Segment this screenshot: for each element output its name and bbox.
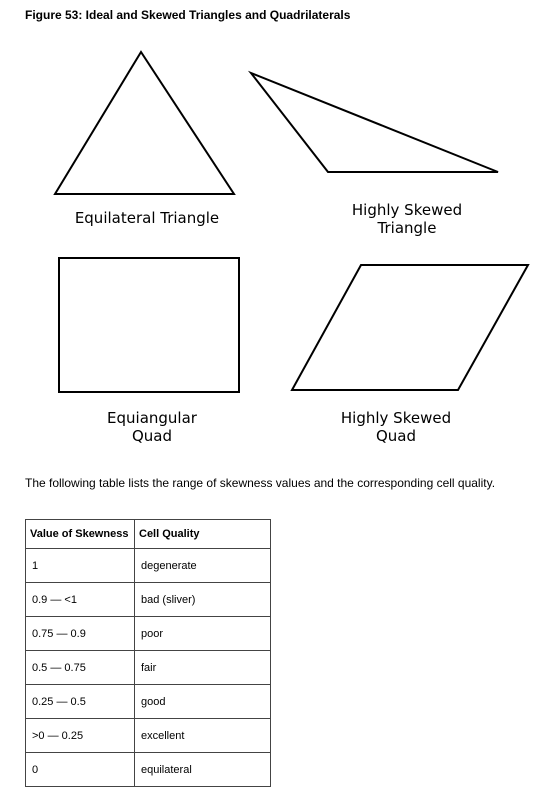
caption-line: Quad	[131, 427, 173, 445]
caption-line: Highly Skewed	[340, 409, 452, 427]
cell-quality: degenerate	[135, 549, 271, 583]
skewed-triangle-shape	[251, 73, 498, 172]
skewness-value: 1	[26, 549, 135, 583]
caption-line: Quad	[375, 427, 417, 445]
caption-line: Equilateral Triangle	[74, 209, 220, 227]
caption-line: Highly Skewed	[351, 201, 463, 219]
skewness-table	[25, 519, 271, 787]
cell-quality: excellent	[135, 719, 271, 753]
header-cell-quality: Cell Quality	[135, 520, 271, 549]
skewed-quad-shape	[292, 265, 528, 390]
caption-line: Equiangular	[107, 409, 197, 427]
caption-skewed-triangle	[327, 201, 487, 237]
caption-equiangular-quad	[72, 409, 232, 445]
table-row	[26, 719, 271, 753]
caption-skewed-quad	[316, 409, 476, 445]
equilateral-triangle-shape	[55, 52, 234, 194]
cell-quality: equilateral	[135, 753, 271, 787]
cell-quality: fair	[135, 651, 271, 685]
skewness-value: >0 — 0.25	[26, 719, 135, 753]
table-row	[26, 685, 271, 719]
skewness-value: 0.25 — 0.5	[26, 685, 135, 719]
skewness-value: 0.9 — <1	[26, 583, 135, 617]
table-row	[26, 617, 271, 651]
equiangular-quad-shape	[59, 258, 239, 392]
skewness-value: 0.75 — 0.9	[26, 617, 135, 651]
figure-title: Figure 53: Ideal and Skewed Triangles and Quadrilaterals	[25, 8, 351, 22]
intro-paragraph: The following table lists the range of skewness values and the corresponding cell quality.	[25, 476, 496, 490]
caption-line: Triangle	[377, 219, 437, 237]
cell-quality: bad (sliver)	[135, 583, 271, 617]
table-row	[26, 651, 271, 685]
skewness-value: 0.5 — 0.75	[26, 651, 135, 685]
cell-quality: good	[135, 685, 271, 719]
table-row	[26, 753, 271, 787]
table-row	[26, 549, 271, 583]
table-row	[26, 583, 271, 617]
caption-equilateral-triangle	[62, 209, 232, 227]
table-header-row	[26, 520, 271, 549]
cell-quality: poor	[135, 617, 271, 651]
skewness-value: 0	[26, 753, 135, 787]
header-skewness: Value of Skewness	[26, 520, 135, 549]
